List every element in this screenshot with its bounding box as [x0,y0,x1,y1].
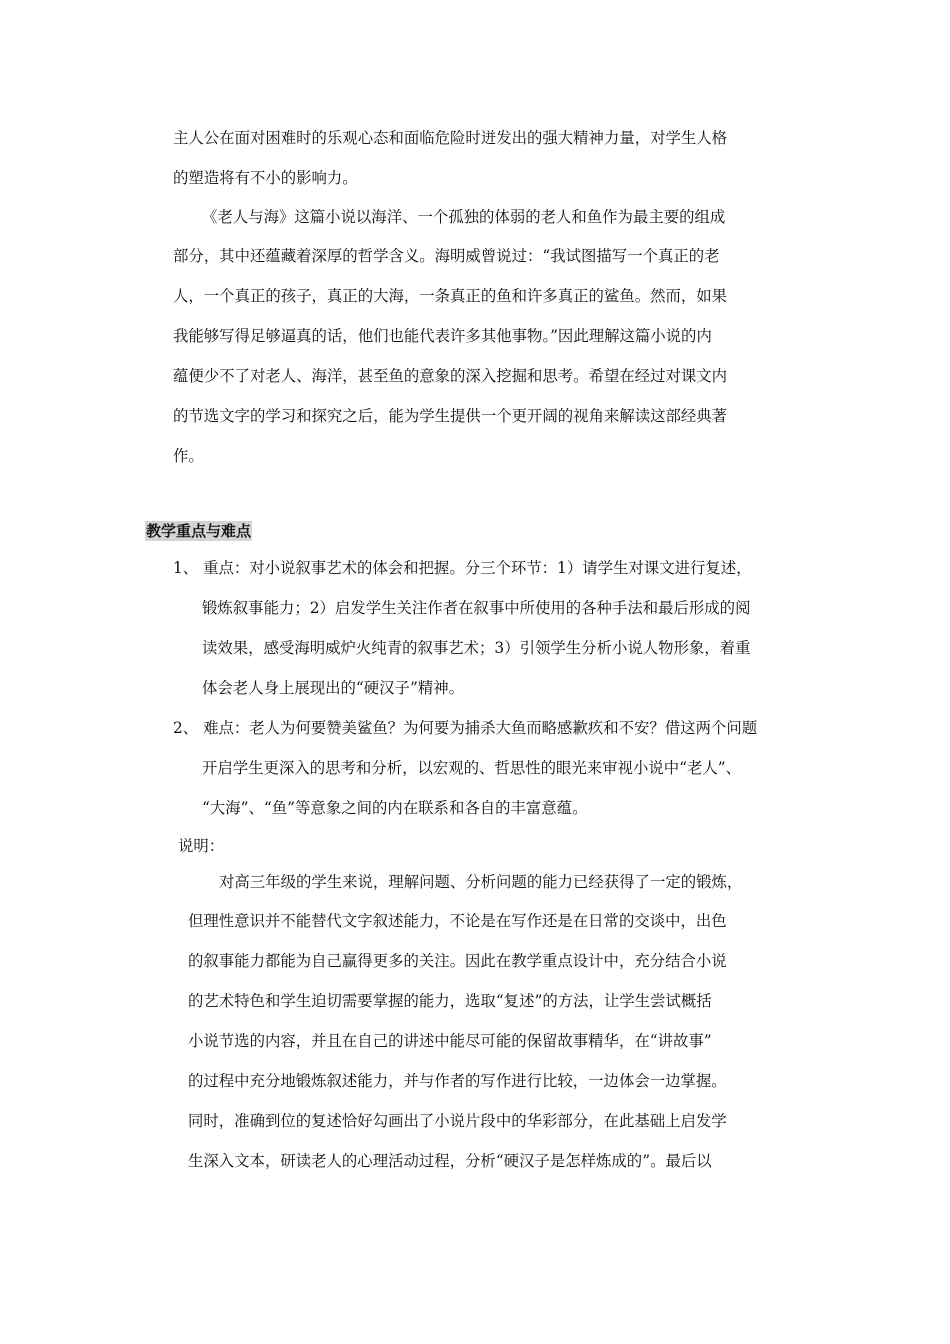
note-line: 生深入文本，研读老人的心理活动过程，分析“硬汉子是怎样炼成的”。最后以 [188,1152,712,1170]
difficulty-line: 2、 难点：老人为何要赞美鲨鱼？为何要为捕杀大鱼而略感歉疚和不安？借这两个问题 [173,719,758,737]
intro-line: 《老人与海》这篇小说以海洋、一个孤独的体弱的老人和鱼作为最主要的组成 [202,208,726,226]
note-line: 同时，准确到位的复述恰好勾画出了小说片段中的华彩部分，在此基础上启发学 [188,1112,727,1130]
intro-line: 的节选文字的学习和探究之后，能为学生提供一个更开阔的视角来解读这部经典著 [173,407,728,425]
intro-line: 作。 [173,447,204,465]
note-line: 对高三年级的学生来说，理解问题、分析问题的能力已经获得了一定的锻炼， [219,873,743,891]
key-point-line: 1、 重点：对小说叙事艺术的体会和把握。分三个环节：1）请学生对课文进行复述， [173,559,752,577]
note-line: 但理性意识并不能替代文字叙述能力，不论是在写作还是在日常的交谈中，出色 [188,912,727,930]
intro-line: 的塑造将有不小的影响力。 [173,169,358,187]
key-point-line: 锻炼叙事能力；2）启发学生关注作者在叙事中所使用的各种手法和最后形成的阅 [202,599,751,617]
intro-line: 我能够写得足够逼真的话，他们也能代表许多其他事物。”因此理解这篇小说的内 [173,327,712,345]
note-line: 的过程中充分地锻炼叙述能力，并与作者的写作进行比较，一边体会一边掌握。 [188,1072,727,1090]
note-line: 的叙事能力都能为自己赢得更多的关注。因此在教学重点设计中，充分结合小说 [188,952,727,970]
intro-line: 部分，其中还蕴藏着深厚的哲学含义。海明威曾说过：“我试图描写一个真正的老 [173,247,720,265]
note-label: 说明： [178,837,225,855]
difficulty-line: “大海”、“鱼”等意象之间的内在联系和各自的丰富意蕴。 [202,799,588,817]
intro-line: 主人公在面对困难时的乐观心态和面临危险时迸发出的强大精神力量，对学生人格 [173,129,728,147]
key-point-line: 体会老人身上展现出的“硬汉子”精神。 [202,679,464,697]
difficulty-line: 开启学生更深入的思考和分析，以宏观的、哲思性的眼光来审视小说中“老人”、 [202,759,742,777]
intro-line: 蕴便少不了对老人、海洋，甚至鱼的意象的深入挖掘和思考。希望在经过对课文内 [173,367,728,385]
intro-line: 人，一个真正的孩子，真正的大海，一条真正的鱼和许多真正的鲨鱼。然而，如果 [173,287,728,305]
key-point-line: 读效果，感受海明威炉火纯青的叙事艺术；3）引领学生分析小说人物形象，着重 [202,639,751,657]
note-line: 的艺术特色和学生迫切需要掌握的能力，选取“复述”的方法，让学生尝试概括 [188,992,712,1010]
note-line: 小说节选的内容，并且在自己的讲述中能尽可能的保留故事精华，在“讲故事” [188,1032,712,1050]
section-heading: 教学重点与难点 [146,522,252,540]
